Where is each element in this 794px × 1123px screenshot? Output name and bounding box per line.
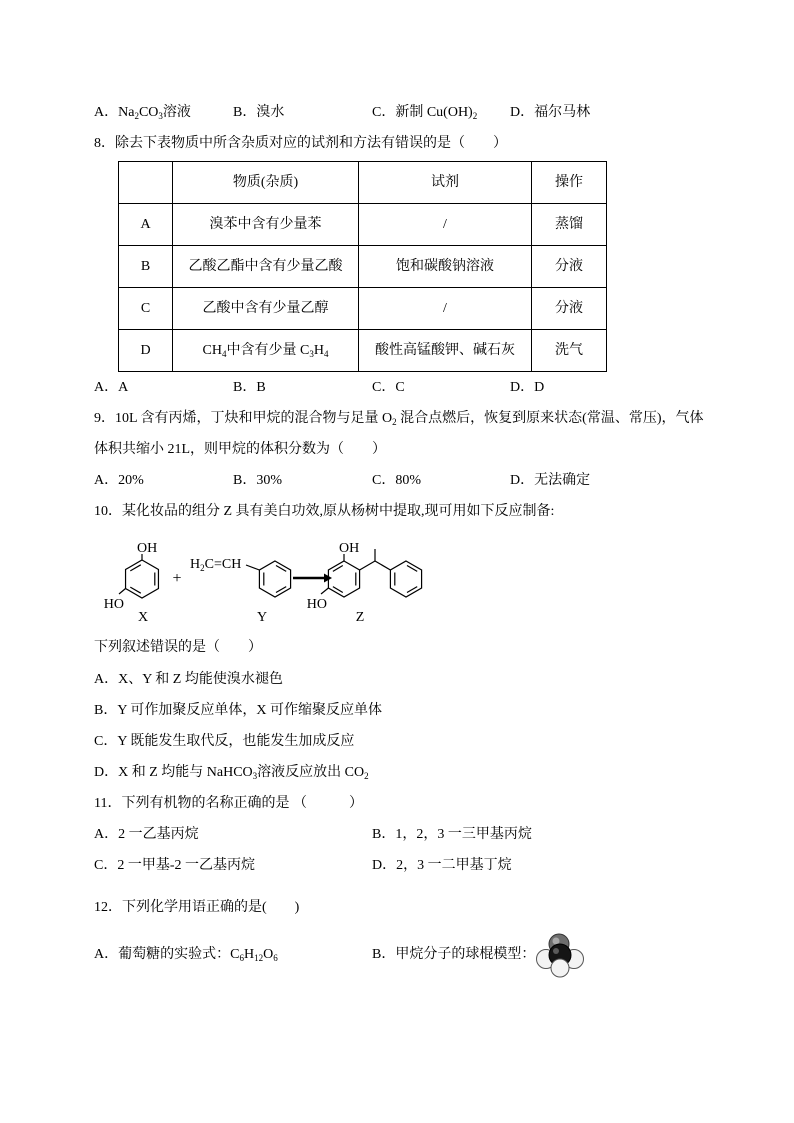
- q10-question: 下列叙述错误的是（ ）: [94, 640, 262, 655]
- q7-option-d: D．福尔马林: [510, 105, 591, 120]
- reaction-scheme: [90, 530, 440, 630]
- q12-stem: 12．下列化学用语正确的是( ): [94, 900, 300, 915]
- subscript: 3: [252, 771, 258, 781]
- q12-option-b: B．甲烷分子的球棍模型：: [372, 947, 536, 962]
- z-compound-label: Z: [355, 610, 365, 625]
- table-header-row: [119, 162, 607, 204]
- q12-option-a: [94, 946, 278, 964]
- q10-stem: 10．某化妆品的组分 Z 具有美白功效,原从杨树中提取,现可用如下反应制备:: [94, 504, 555, 519]
- z-benzene-ring: [328, 561, 359, 597]
- q8-option-b: B．B: [233, 380, 266, 395]
- subscript: 4: [221, 348, 227, 359]
- formula-text: H: [313, 342, 324, 358]
- plus-sign: +: [172, 570, 182, 587]
- header-substance: 物质(杂质): [173, 162, 359, 204]
- q10-option-d: [94, 764, 369, 782]
- table-row: [119, 246, 607, 288]
- subscript: 2: [200, 563, 205, 573]
- table-row: [119, 204, 607, 246]
- y-vinyl-text: C=CH: [204, 557, 242, 572]
- q8-table: [118, 161, 607, 372]
- row-label: D: [119, 330, 173, 372]
- model-top-highlight: [553, 938, 560, 945]
- y-vinyl-text: H: [190, 557, 201, 572]
- row-label: C: [119, 288, 173, 330]
- subscript: 6: [239, 953, 244, 963]
- row-reagent: /: [359, 288, 532, 330]
- q9-option-b: B．30%: [233, 473, 282, 488]
- x-ho-bond: [119, 589, 126, 595]
- q7-option-a: [94, 104, 191, 122]
- q12-option-a-text: A．葡萄糖的实验式：C: [94, 947, 240, 962]
- q7-option-b: B．溴水: [233, 105, 285, 120]
- q9-text: 9．10L 含有丙烯，丁炔和甲烷的混合物与足量 O: [94, 411, 393, 426]
- table-row: [119, 330, 607, 372]
- q11-option-a: A．2 一乙基丙烷: [94, 827, 199, 842]
- formula-text: 中含有少量 C: [226, 342, 310, 358]
- x-compound-label: X: [137, 610, 149, 625]
- q7-option-a-text: CO: [138, 105, 159, 120]
- z-oh-label: OH: [339, 541, 360, 556]
- row-substance: [173, 330, 359, 372]
- q10-option-a: A．X、Y 和 Z 均能使溴水褪色: [94, 672, 283, 687]
- row-operation: 蒸馏: [532, 204, 607, 246]
- model-carbon-highlight: [553, 948, 559, 954]
- subscript: 2: [134, 111, 139, 121]
- z-ho-label: HO: [306, 597, 327, 612]
- q7-option-c: [372, 104, 477, 122]
- header-reagent: 试剂: [359, 162, 532, 204]
- methane-ball-stick-model: [535, 932, 585, 978]
- q11-option-b: B．1，2，3 一三甲基丙烷: [372, 827, 532, 842]
- row-operation: 分液: [532, 246, 607, 288]
- q10-option-d-text: D．X 和 Z 均能与 NaHCO: [94, 765, 253, 780]
- row-reagent: /: [359, 204, 532, 246]
- z-side-chain-bond: [360, 561, 375, 570]
- row-label: B: [119, 246, 173, 288]
- q7-option-a-text: 溶液: [162, 105, 191, 120]
- q8-option-c: C．C: [372, 380, 405, 395]
- q10-option-d-text: 溶液反应放出 CO: [257, 765, 365, 780]
- x-oh-label: OH: [137, 541, 158, 556]
- q12-option-a-text: H: [243, 947, 255, 962]
- q9-option-c: C．80%: [372, 473, 421, 488]
- q11-option-d: D．2，3 一二甲基丁烷: [372, 858, 512, 873]
- subscript: 2: [392, 417, 397, 427]
- q9-option-d: D．无法确定: [510, 473, 591, 488]
- q10-option-c: C．Y 既能发生取代反，也能发生加成反应: [94, 734, 355, 749]
- subscript: 3: [309, 348, 314, 359]
- subscript: 4: [323, 348, 329, 359]
- q8-option-a: A．A: [94, 380, 129, 395]
- x-benzene-ring: [126, 560, 159, 598]
- q9-option-a: A．20%: [94, 473, 144, 488]
- formula-text: CH: [202, 342, 222, 358]
- y-vinyl-ring-bond: [246, 565, 259, 570]
- header-operation: 操作: [532, 162, 607, 204]
- subscript: 12: [254, 953, 264, 963]
- subscript: 2: [364, 771, 369, 781]
- q8-option-d: D．D: [510, 380, 545, 395]
- q8-stem: 8．除去下表物质中所含杂质对应的试剂和方法有错误的是（ ）: [94, 136, 507, 151]
- z-phenyl-bond: [375, 561, 390, 570]
- q9-stem-line2: 体积共缩小 21L，则甲烷的体积分数为（ ）: [94, 442, 387, 457]
- z-ho-bond: [321, 588, 328, 594]
- q10-option-b: B．Y 可作加聚反应单体，X 可作缩聚反应单体: [94, 703, 383, 718]
- y-compound-label: Y: [256, 610, 268, 625]
- row-label: A: [119, 204, 173, 246]
- subscript: 6: [273, 953, 278, 963]
- subscript: 2: [472, 111, 478, 121]
- q9-stem-line1: [94, 410, 703, 428]
- row-substance: 乙酸乙酯中含有少量乙酸: [173, 246, 359, 288]
- subscript: 3: [158, 111, 163, 121]
- row-substance: 乙酸中含有少量乙醇: [173, 288, 359, 330]
- y-vinyl-group: [190, 557, 241, 573]
- header-blank-cell: [119, 162, 173, 204]
- row-substance: 溴苯中含有少量苯: [173, 204, 359, 246]
- row-reagent: 酸性高锰酸钾、碱石灰: [359, 330, 532, 372]
- model-bottom-hydrogen: [551, 959, 569, 977]
- q11-option-c: C．2 一甲基-2 一乙基丙烷: [94, 858, 255, 873]
- row-operation: 分液: [532, 288, 607, 330]
- q12-option-a-text: O: [263, 947, 274, 962]
- row-operation: 洗气: [532, 330, 607, 372]
- row-reagent: 饱和碳酸钠溶液: [359, 246, 532, 288]
- x-ho-label: HO: [103, 597, 124, 612]
- q11-stem: 11．下列有机物的名称正确的是 （ ）: [94, 796, 363, 811]
- q9-text: 混合点燃后，恢复到原来状态(常温、常压)，气体: [396, 411, 704, 426]
- q7-option-a-text: A．Na: [94, 105, 135, 120]
- table-row: [119, 288, 607, 330]
- q7-option-c-text: C．新制 Cu(OH): [372, 105, 473, 120]
